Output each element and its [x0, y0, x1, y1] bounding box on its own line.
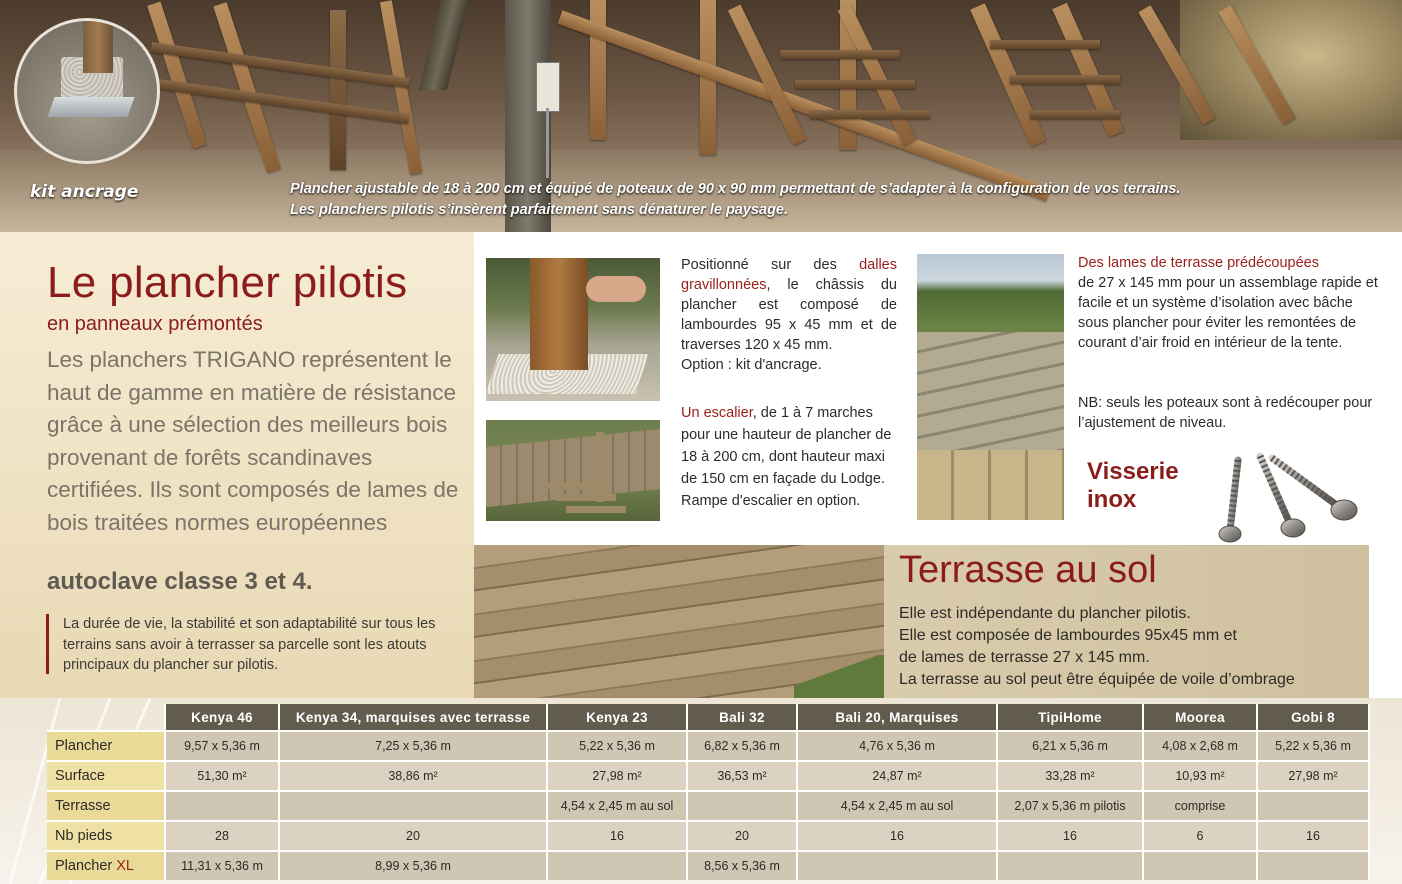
table-cell: 24,87 m²: [798, 760, 998, 790]
table-cell: [688, 790, 798, 820]
dalles-rest: , le châssis du plancher est composé de lambourdes 95 x 45 mm et de traverses 120 x 45 mm.: [681, 277, 897, 353]
escalier-highlight: Un escalier: [681, 405, 753, 421]
table-cell: [166, 790, 280, 820]
table-cell: 16: [798, 820, 998, 850]
table-cell: 5,22 x 5,36 m: [1258, 730, 1370, 760]
spec-table: [47, 704, 1370, 880]
table-cell: 4,54 x 2,45 m au sol: [548, 790, 688, 820]
row-label: Nb pieds: [47, 820, 166, 850]
row-label-xl: XL: [116, 858, 135, 874]
dalles-highlight: dalles gravillonnées: [681, 257, 897, 293]
column-header: Bali 32: [688, 704, 798, 730]
table-cell: 4,76 x 5,36 m: [798, 730, 998, 760]
page-title: Le plancher pilotis: [47, 258, 408, 307]
table-cell: 2,07 x 5,36 m pilotis: [998, 790, 1144, 820]
table-cell: 16: [548, 820, 688, 850]
escalier-rest: , de 1 à 7 marches pour une hauteur de plancher de 18 à 200 cm, dont hauteur maxi de 150 cm en façade du Lodge.: [681, 405, 892, 487]
table-row: [47, 790, 1370, 820]
terrace-description: [899, 603, 1369, 691]
column-header: Moorea: [1144, 704, 1258, 730]
escalier-option: Rampe d'escalier en option.: [681, 493, 861, 509]
lames-highlight: Des lames de terrasse prédécoupées: [1078, 255, 1319, 271]
table-cell: [798, 850, 998, 880]
terrace-line: Elle est composée de lambourdes 95x45 mm et: [899, 627, 1237, 644]
table-cell: 10,93 m²: [1144, 760, 1258, 790]
row-label-text: Plancher: [55, 858, 117, 874]
screws-icon: [1210, 450, 1380, 550]
banner-caption-line1: Plancher ajustable de 18 à 200 cm et équipé de poteaux de 90 x 90 mm permettant de s’adapter à la configuration de vos terrains.: [290, 181, 1181, 197]
table-corner: [47, 704, 166, 730]
visserie-inox-label: [1087, 458, 1207, 514]
column-header: Bali 20, Marquises: [798, 704, 998, 730]
banner-caption-line2: Les planchers pilotis s’insèrent parfaitement sans dénaturer le paysage.: [290, 202, 789, 218]
visserie-line1: Visserie: [1087, 458, 1179, 485]
kit-ancrage-label: kit ancrage: [30, 182, 139, 202]
table-cell: 4,54 x 2,45 m au sol: [798, 790, 998, 820]
top-banner-photo: [0, 0, 1402, 232]
visserie-line2: inox: [1087, 486, 1137, 513]
table-cell: [998, 850, 1144, 880]
table-cell: 36,53 m²: [688, 760, 798, 790]
table-cell: [1258, 790, 1370, 820]
dalles-lead: Positionné sur des: [681, 257, 860, 273]
dalles-description: [681, 255, 897, 375]
terrace-line: de lames de terrasse 27 x 145 mm.: [899, 649, 1150, 666]
table-cell: 7,25 x 5,36 m: [280, 730, 548, 760]
row-label: Terrasse: [47, 790, 166, 820]
nb-note: NB: seuls les poteaux sont à redécouper pour l’ajustement de niveau.: [1078, 395, 1373, 431]
column-header: Gobi 8: [1258, 704, 1370, 730]
column-header: Kenya 46: [166, 704, 280, 730]
table-row: [47, 760, 1370, 790]
terrace-line: Elle est indépendante du plancher pilotis.: [899, 605, 1191, 622]
banner-caption: [290, 179, 1370, 221]
table-cell: 51,30 m²: [166, 760, 280, 790]
table-cell: 20: [280, 820, 548, 850]
terrace-line: La terrasse au sol peut être équipée de voile d’ombrage: [899, 671, 1295, 688]
table-cell: 16: [998, 820, 1144, 850]
column-header: Kenya 34, marquises avec terrasse: [280, 704, 548, 730]
row-label: Surface: [47, 760, 166, 790]
table-cell: 28: [166, 820, 280, 850]
deck-planks-photo: [917, 254, 1064, 520]
table-cell: 8,99 x 5,36 m: [280, 850, 548, 880]
terrace-title: Terrasse au sol: [899, 549, 1157, 591]
intro-body: Les planchers TRIGANO représentent le haut de gamme en matière de résistance grâce à une sélection des meilleurs bois provenant de forêts scandinaves certifiées. Ils sont composés de lames de bois traitées normes européennes: [47, 347, 459, 535]
table-cell: [548, 850, 688, 880]
table-cell: 27,98 m²: [1258, 760, 1370, 790]
table-row: [47, 730, 1370, 760]
ground-terrace-photo: [474, 545, 884, 698]
table-cell: 6,21 x 5,36 m: [998, 730, 1144, 760]
gravel-slab-photo: [486, 258, 660, 401]
table-cell: 27,98 m²: [548, 760, 688, 790]
dalles-option: Option : kit d'ancrage.: [681, 357, 822, 373]
table-cell: 9,57 x 5,36 m: [166, 730, 280, 760]
table-cell: 5,22 x 5,36 m: [548, 730, 688, 760]
table-cell: 6,82 x 5,36 m: [688, 730, 798, 760]
table-row: [47, 820, 1370, 850]
table-row: [47, 850, 1370, 880]
table-cell: 33,28 m²: [998, 760, 1144, 790]
staircase-photo: [486, 420, 660, 521]
table-cell: 20: [688, 820, 798, 850]
table-cell: 4,08 x 2,68 m: [1144, 730, 1258, 760]
table-cell: 8,56 x 5,36 m: [688, 850, 798, 880]
table-cell: [280, 790, 548, 820]
table-cell: [1258, 850, 1370, 880]
column-header: Kenya 23: [548, 704, 688, 730]
quote-accent-bar: [46, 614, 49, 674]
escalier-description: [681, 402, 897, 512]
table-cell: 16: [1258, 820, 1370, 850]
intro-bold-statement: autoclave classe 3 et 4.: [47, 568, 313, 595]
anchor-kit-photo: [14, 18, 160, 164]
row-label: Plancher: [47, 730, 166, 760]
page-subtitle: en panneaux prémontés: [47, 313, 263, 335]
table-cell: comprise: [1144, 790, 1258, 820]
intro-quote: La durée de vie, la stabilité et son adaptabilité sur tous les terrains sans avoir à terrasser sa parcelle sont les atouts principaux du plancher sur pilotis.: [63, 616, 436, 673]
lames-description: [1078, 253, 1378, 353]
row-label: [47, 850, 166, 880]
table-cell: 6: [1144, 820, 1258, 850]
table-cell: 38,86 m²: [280, 760, 548, 790]
table-cell: [1144, 850, 1258, 880]
table-cell: 11,31 x 5,36 m: [166, 850, 280, 880]
lames-rest: de 27 x 145 mm pour un assemblage rapide et facile et un système d’isolation avec bâche sous plancher pour éviter les remontées de courant d’air froid en intérieur de la tente.: [1078, 275, 1378, 351]
column-header: TipiHome: [998, 704, 1144, 730]
